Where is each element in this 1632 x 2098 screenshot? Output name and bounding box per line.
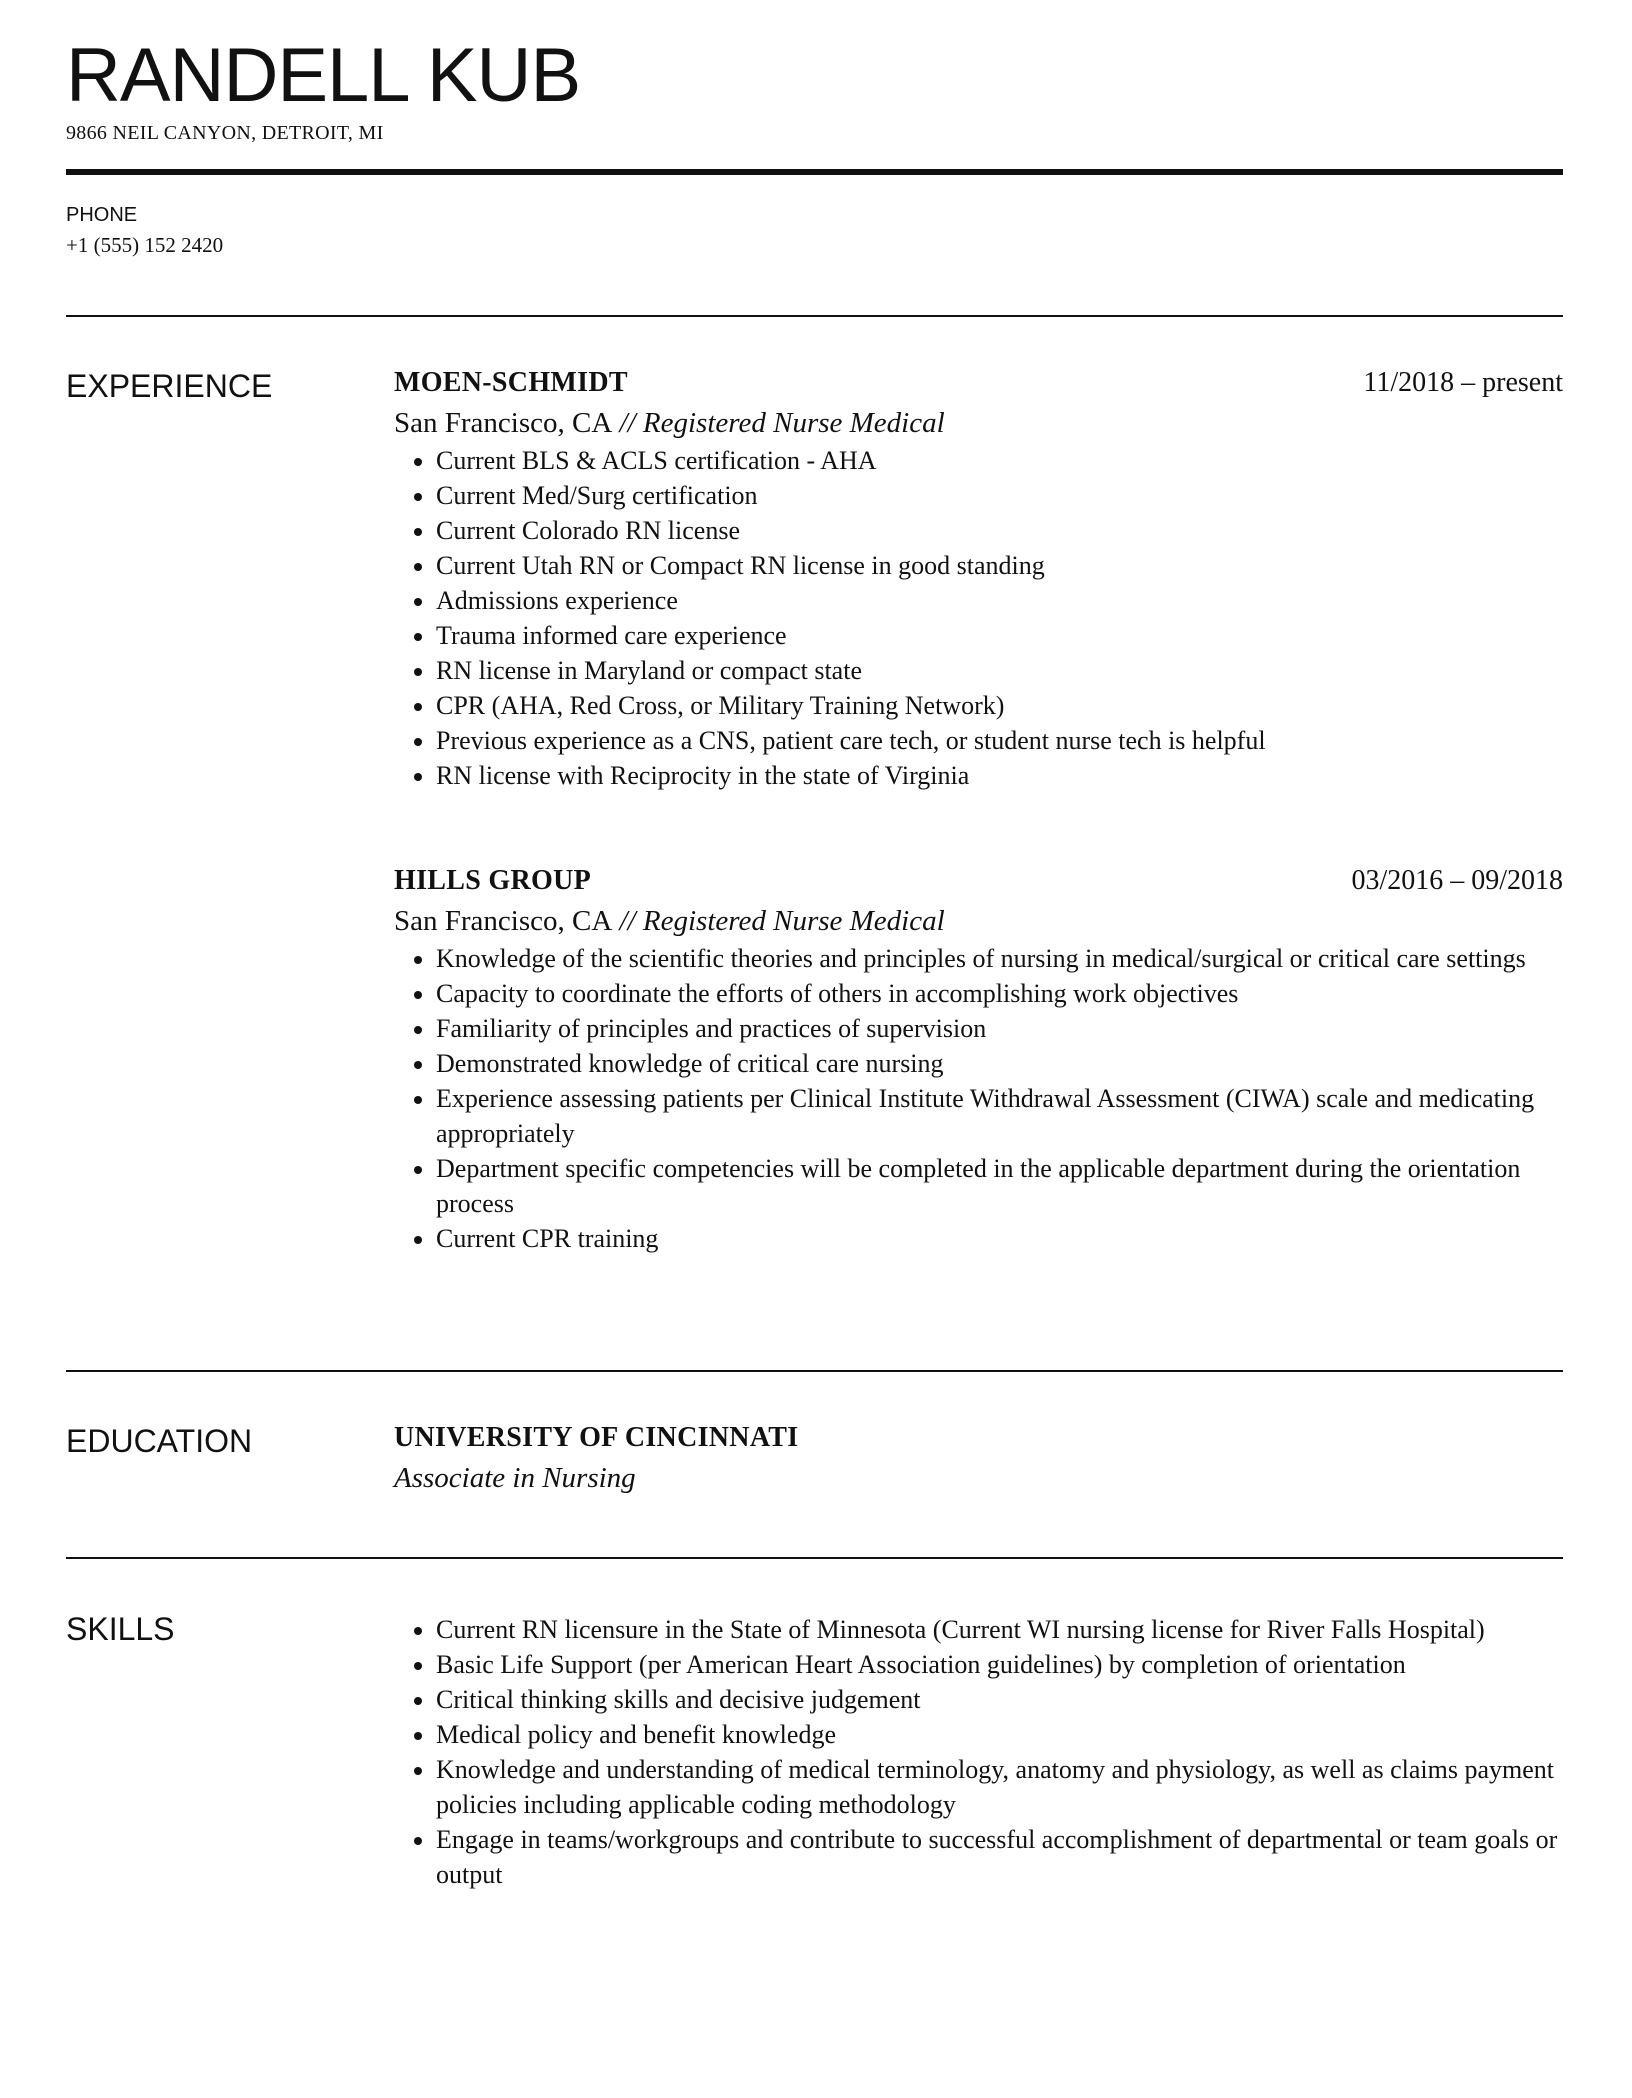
list-item: • Current BLS & ACLS certification - AHA [436,443,1563,478]
phone-label: PHONE [66,204,138,226]
list-item: • Capacity to coordinate the efforts of others in accomplishing work objectives [436,976,1563,1011]
header-divider [66,169,1563,175]
experience-heading: EXPERIENCE [66,368,273,404]
list-item: • Current Utah RN or Compact RN license in good standing [436,548,1563,583]
job-role: Registered Nurse Medical [642,905,945,937]
section-divider-education [66,1370,1563,1372]
education-heading: EDUCATION [66,1423,253,1459]
list-item: • Current RN licensure in the State of Minnesota (Current WI nursing license for River Falls Hospital) [436,1612,1563,1647]
list-item: • Demonstrated knowledge of critical care nursing [436,1046,1563,1081]
list-item: • Current Med/Surg certification [436,478,1563,513]
list-item: • Critical thinking skills and decisive judgement [436,1682,1563,1717]
list-item: • Current Colorado RN license [436,513,1563,548]
list-item: • RN license in Maryland or compact state [436,653,1563,688]
job-bullets [394,443,1563,793]
candidate-name: RANDELL KUB [66,33,581,118]
role-separator: // [612,905,643,937]
list-item: • Basic Life Support (per American Heart Association guidelines) by completion of orientation [436,1647,1563,1682]
job-bullets [394,941,1563,1256]
job-role: Registered Nurse Medical [642,407,945,439]
job-header [394,861,1563,901]
school-header [394,1418,1563,1458]
list-item: • RN license with Reciprocity in the state of Virginia [436,758,1563,793]
job-entry [394,861,1563,1256]
role-separator: // [612,407,643,439]
job-dates: 11/2018 – present [1363,367,1563,398]
skills-list [394,1612,1563,1892]
list-item: • Knowledge and understanding of medical terminology, anatomy and physiology, as well as claims payment policies including applicable coding methodology [436,1752,1563,1822]
job-location-role [394,901,1563,941]
list-item: • Department specific competencies will be completed in the applicable department during the orientation process [436,1151,1563,1221]
list-item: • Trauma informed care experience [436,618,1563,653]
skills-entry [394,1612,1563,1892]
school-name: UNIVERSITY OF CINCINNATI [394,1422,799,1453]
list-item: • Previous experience as a CNS, patient care tech, or student nurse tech is helpful [436,723,1563,758]
section-divider-experience [66,315,1563,317]
list-item: • Medical policy and benefit knowledge [436,1717,1563,1752]
list-item: • Current CPR training [436,1221,1563,1256]
job-dates: 03/2016 – 09/2018 [1351,865,1563,896]
section-divider-skills [66,1557,1563,1559]
phone-number: +1 (555) 152 2420 [66,233,224,257]
candidate-address: 9866 NEIL CANYON, DETROIT, MI [66,122,384,144]
degree-name: Associate in Nursing [394,1462,636,1494]
job-location-role [394,403,1563,443]
company-name: MOEN-SCHMIDT [394,367,628,398]
list-item: • Familiarity of principles and practices of supervision [436,1011,1563,1046]
education-entry [394,1418,1563,1498]
list-item: • Experience assessing patients per Clinical Institute Withdrawal Assessment (CIWA) scale and medicating appropriately [436,1081,1563,1151]
job-location: San Francisco, CA [394,407,613,439]
company-name: HILLS GROUP [394,865,592,896]
job-header [394,363,1563,403]
list-item: • CPR (AHA, Red Cross, or Military Training Network) [436,688,1563,723]
job-entry [394,363,1563,793]
list-item: • Knowledge of the scientific theories and principles of nursing in medical/surgical or critical care settings [436,941,1563,976]
list-item: • Engage in teams/workgroups and contribute to successful accomplishment of departmental or team goals or output [436,1822,1563,1892]
job-location: San Francisco, CA [394,905,613,937]
list-item: • Admissions experience [436,583,1563,618]
skills-heading: SKILLS [66,1611,175,1647]
